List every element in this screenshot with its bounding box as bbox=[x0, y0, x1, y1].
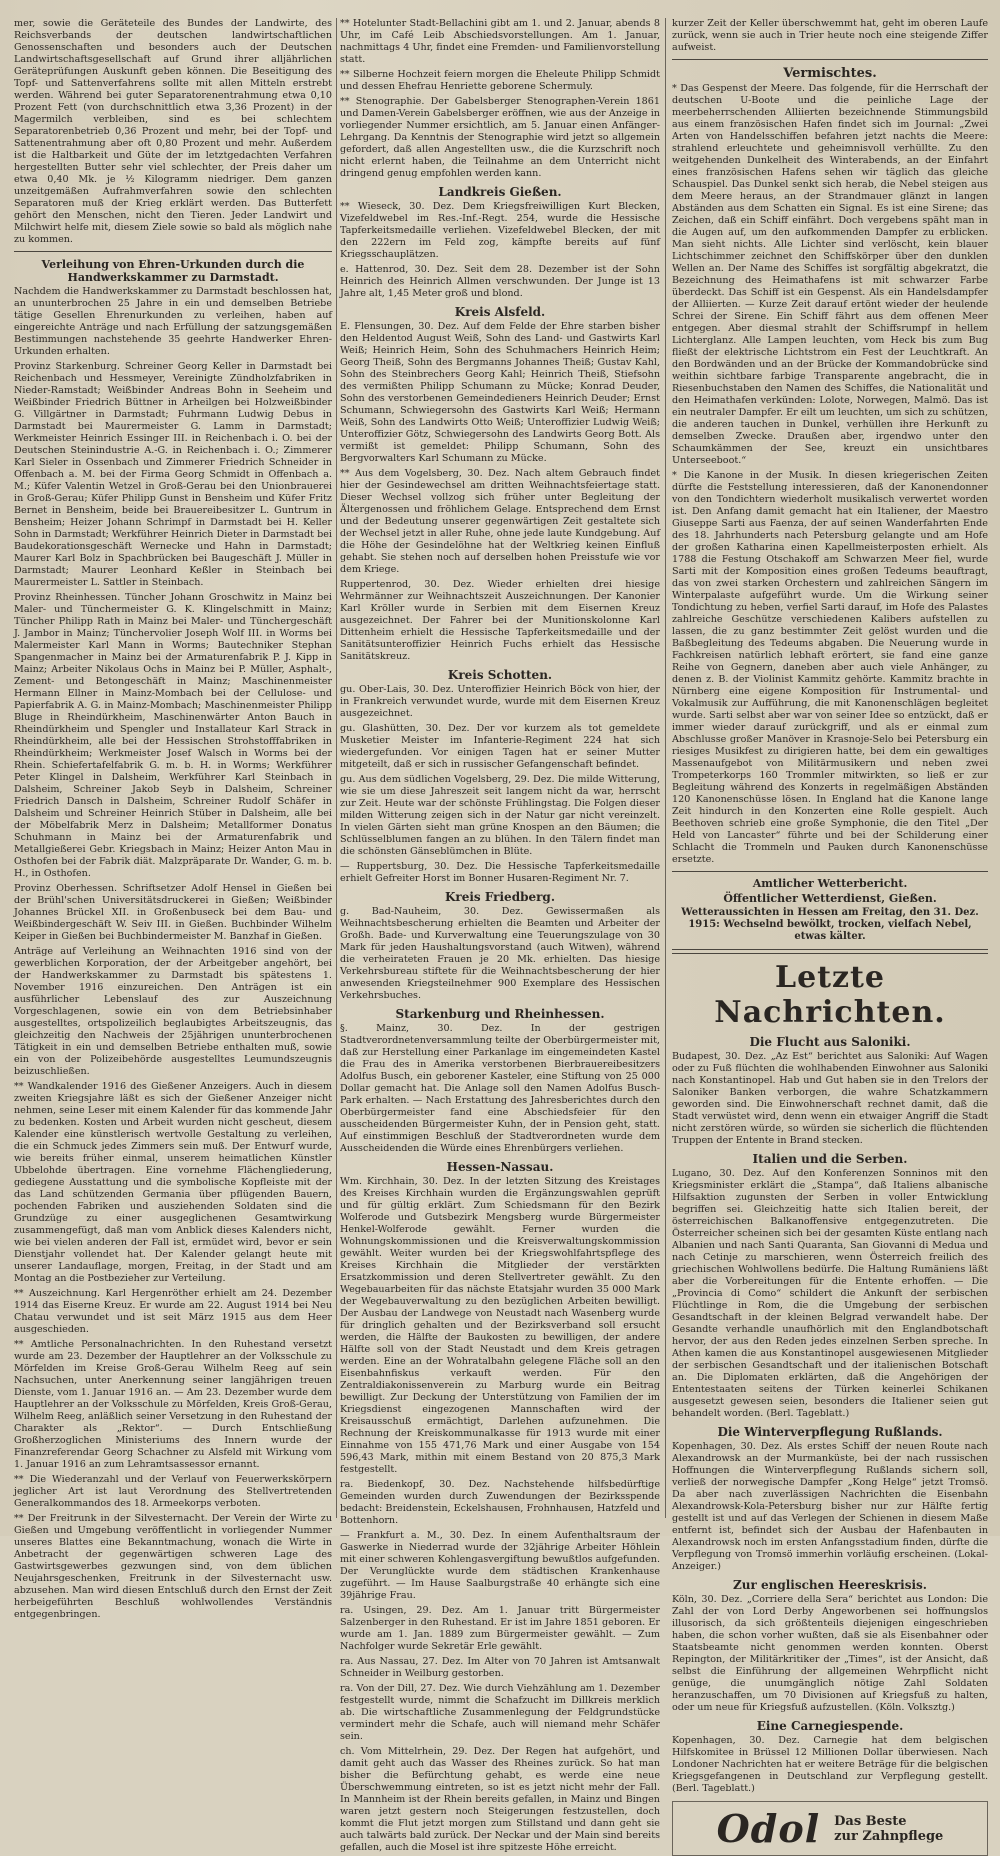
ad-slogan-line: zur Zahnpflege bbox=[834, 1828, 944, 1844]
freitrunk-article: ** Der Freitrunk in der Silvesternacht. Der Verein der Wirte zu Gießen und Umgebung veröffentlicht in vorliegender Nummer unseres Blattes eine Bekanntmachung, wonach die Wirte in Anbetracht der gegenwärtigen schweren Lage des Gastwirtsgewerbes gezwungen sind, von dem üblichen Neujahrsgeschenken, Freitrunk in der Silvesternacht usw. abzusehen. Man wird diesen Entschluß durch den Ernst der Zeit herbeigeführten Beschluß wohlwollendes Verständnis entgegenbringen. bbox=[14, 1513, 332, 1620]
news-item: — Frankfurt a. M., 30. Dez. In einem Aufenthaltsraum der Gaswerke in Niederrad wurde der 32jährige Arbeiter Höhlein mit einer schweren Kohlengasvergiftung bewußtlos aufgefunden. Der Verunglückte wurde dem städtischen Krankenhause zugeführt. — Im Hause Saalburgstraße 40 erhängte sich eine 39jährige Frau. bbox=[340, 1530, 660, 1601]
weather-subheading: Öffentlicher Wetterdienst, Gießen. bbox=[723, 892, 937, 905]
section-heading: Landkreis Gießen. bbox=[438, 185, 562, 199]
personal-article: ** Amtliche Personalnachrichten. In den Ruhestand versetzt wurde am 23. Dezember der Hauptlehrer an der Volksschule zu Mörfelden im Kreise Groß-Gerau Wilhelm Reeg auf sein Nachsuchen, unter Anerkennung seiner langjährigen treuen Dienste, vom 1. Januar 1916 an. — Am 23. Dezember wurde dem Hauptlehrer an der Volksschule zu Mörfelden, Kreis Groß-Gerau, Wilhelm Reeg, anläßlich seiner Versetzung in den Ruhestand der Charakter als „Rektor“. — Durch Entschließung Großherzoglichen Ministeriums des Innern wurde der Finanzreferendar Georg Schachner zu Alsfeld mit Wirkung vom 1. Januar 1916 an zum Lehramtsassessor ernannt. bbox=[14, 1339, 332, 1470]
wandkalender-article: ** Wandkalender 1916 des Gießener Anzeigers. Auch in diesem zweiten Kriegsjahre läßt es sich der Gießener Anzeiger nicht nehmen, seine Leser mit einem Kalender für das kommende Jahr zu bedenken. Kosten und Arbeit wurden nicht gescheut, diesem Kalender eine künstlerisch wertvolle Gestaltung zu verleihen, die ein Schmuck jedes Zimmers sein muß. Der Entwurf wurde, wie bereits früher einmal, unserem heimatlichen Künstler Ubbelohde übertragen. Eine vornehme Flächengliederung, gediegene Ausstattung und die symbolische Kopfleiste mit der das Land schützenden Germania über pflügenden Bauern, pochenden Fabriken und ausziehenden Soldaten sind die Grundzüge zu einer ausgeglichenen Gesamtwirkung zusammengefügt, daß man vom Anblick dieses Kalenders nicht, wie bei vielen anderen der Fall ist, ermüdet wird, bevor er sein Dienstjahr vollendet hat. Der Kalender gelangt heute mit unserer Landauflage, morgen, Freitag, in der Stadt und am Montag an die Postbezieher zur Verteilung. bbox=[14, 1081, 332, 1284]
news-item: ra. Aus Nassau, 27. Dez. Im Alter von 70 Jahren ist Amtsanwalt Schneider in Weilburg gestorben. bbox=[340, 1656, 660, 1679]
odol-logo: Odol bbox=[716, 1806, 821, 1851]
weather-heading: Amtlicher Wetterbericht. bbox=[752, 877, 908, 890]
divider bbox=[672, 59, 988, 60]
column-rule bbox=[336, 18, 337, 1518]
auszeichnung-article: ** Auszeichnung. Karl Hergenröther erhielt am 24. Dezember 1914 das Eiserne Kreuz. Er wurde am 22. August 1914 bei Neu Chatau verwundet und ist seit März 1915 aus dem Heer ausgeschieden. bbox=[14, 1288, 332, 1335]
divider bbox=[672, 871, 988, 872]
section-heading: Die Flucht aus Saloniki. bbox=[749, 1035, 911, 1049]
news-item: g. Bad-Nauheim, 30. Dez. Gewissermaßen als Weihnachtsbescherung erhielten die Beamten und Arbeiter der Großh. Bade- und Kurverwaltung eine Teuerungszulage von 30 Mark für jeden Haushaltungsvorstand (auch Witwen), während die verheirateten Frauen je 20 Mk. erhielten. Das hiesige Verkehrsbureau stiftete für die Weihnachtsbescherung der hier anwesenden Kriegsteilnehmer 900 Exemplare des Hessischen Verkehrsbuches. bbox=[340, 906, 660, 1001]
news-item: Kopenhagen, 30. Dez. Als erstes Schiff der neuen Route nach Alexandrowsk an der Murmanküste, bei der nach russischen Hoffnungen die Winterverpflegung Rußlands sichern soll, verließ der norwegische Dampfer „Kong Helge“ jetzt Tromsö. Da aber nach zuverlässigen Nachrichten die Eisenbahn Alexandrowsk-Kola-Petersburg bisher nur zur Hälfte fertig gestellt ist und auf das Verlegen der Schienen in diesem Maße entfernt ist, befindet sich der Ausbau der Hafenbauten in Alexandrowsk noch im ersten Anfangsstadium finden, dürfte die Verpflegung von Tromsö immerhin vorläufig erscheinen. (Lokal-Anzeiger.) bbox=[672, 1441, 988, 1572]
news-item: — Ruppertsburg, 30. Dez. Die Hessische Tapferkeitsmedaille erhielt Gefreiter Horst im Bonner Husaren-Regiment Nr. 7. bbox=[340, 861, 660, 884]
ehren-paragraph: Nachdem die Handwerkskammer zu Darmstadt beschlossen hat, an ununterbrochen 25 Jahre in ein und demselben Betriebe tätige Gesellen Ehrenurkunden zu verleihen, haben auf eingereichte Anträge und nach Erfüllung der satzungsgemäßen Bestimmungen nachstehende 35 geehrte Handwerker Ehren-Urkunden erhalten. bbox=[14, 286, 332, 357]
divider bbox=[14, 251, 332, 252]
news-item: Wm. Kirchhain, 30. Dez. In der letzten Sitzung des Kreistages des Kreises Kirchhain wurden die Ergänzungswahlen geprüft und für gültig erklärt. Zum Schiedsmann für den Bezirk Wolferode und Gutsbezirk Mengsberg wurde Bürgermeister Henkel-Wolferode gewählt. Ferner wurden die Wohnungskommissionen und die Kreisverwaltungskommission gewählt. Weiter wurden bei der Kriegswohlfahrtspflege des Kreises Kirchhain die Mitglieder der verstärkten Ersatzkommission und deren Stellvertreter gewählt. Zu den Wegebauarbeiten für das nächste Etatsjahr wurden 35 000 Mark der Wegebauverwaltung zu den bezüglichen Arbeiten bewilligt. Der Ausbau der Landwege von Neustadt nach Wasenberg wurde für dringlich gehalten und der Bezirksverband soll ersucht werden, die Hälfte der Baukosten zu bewilligen, der andere Hälfte soll von der Stadt Neustadt und dem Kreis getragen werden. Eine an der Wohratalbahn gelegene Fläche soll an den Eisenbahnfiskus verkauft werden. Für den Zentraldiakonissenverein zu Marburg wurde ein Beitrag bewilligt. Zur Deckung der Unterstützung von Familien der im Kriegsdienst eingezogenen Mannschaften wird der Kreisausschuß ermächtigt, Darlehen aufzunehmen. Die Rechnung der Kreiskommunalkasse für 1913 wurde mit einer Einnahme von 155 471,76 Mark und einer Ausgabe von 154 596,43 Mark, mithin mit einem Bestand von 20 875,3 Mark festgestellt. bbox=[340, 1176, 660, 1475]
news-item: E. Flensungen, 30. Dez. Auf dem Felde der Ehre starben bisher den Heldentod August Weiß, Sohn des Land- und Gastwirts Karl Weiß; Heinrich Heim, Sohn des Schuhmachers Heinrich Heim; Georg Theiß, Sohn des Bergmanns Johannes Theiß; Gustav Kahl, Sohn des Steinbrechers Georg Kahl; Heinrich Theiß, Stiefsohn des vermißten Philipp Schumann zu Mücke; Konrad Deuder, Sohn des verstorbenen Gemeindedieners Heinrich Deuder; Ernst Schumann, Schwiegersohn des Gastwirts Karl Weiß; Hermann Weiß, Sohn des Landwirts Otto Weiß; Unteroffizier Ludwig Weiß; Unteroffizier Götz, Schwiegersohn des Landwirts Georg Bott. Als vermißt ist gemeldet: Philipp Schumann, Sohn des Bergvorwalters Karl Schumann zu Mücke. bbox=[340, 321, 660, 464]
news-item: * Das Gespenst der Meere. Das folgende, für die Herrschaft der deutschen U-Boote und die peinliche Lage der meerbeherrschenden Alliierten bezeichnende Stimmungsbild aus einem französischen Hafen findet sich im Journal: „Zwei Arten von Handelsschiffen befahren jetzt nachts die Meere: strahlend erleuchtete und geheimnisvoll verhüllte. Zu den weitgehenden Dunkelheit des Winterabends, an der Einfahrt eines französischen Hafens sehen wir täglich das gleiche Schauspiel. Das Dunkel senkt sich herab, die Nebel steigen aus dem Meere heraus, an der Strandmauer glänzt in langen Abständen aus dem Schatten ein Signal. Es ist eine Sirene; das Zeichen, daß ein Schiff einfährt. Doch vergebens späht man in die Augen auf, um den aufkommenden Dampfer zu erblicken. Man sieht nichts. Alle Lichter sind verlöscht, kein blauer Lichtschimmer zeichnet den Schiffskörper über den dunklen Wellen an. Der Name des Schiffes ist sorgfältig abgekratzt, die Bezeichnung des Heimathafens ist mit schwarzer Farbe überdeckt. Das Schiff ist ein Gespenst. Als ein Handelsdampfer der Alliierten. — Kurze Zeit darauf ertönt wieder der heulende Schrei der Sirene. Ein Schiff fährt aus dem offenen Meer entgegen. Aber diesmal strahlt der Schiffsrumpf in hellem Lichterglanz. Alle Lampen leuchten, vom Heck bis zum Bug fließt der elektrische Lichtstrom ein Fest der Leuchtkraft. An den Bordwänden und an der Brücke der Kommandobrücke sind weithin sichtbare farbige Transparente angebracht, die in Riesenbuchstaben den Namen des Schiffes, die Nationalität und den Heimathafen verkünden: Lolote, Norwegen, Malmö. Das ist ein neutraler Dampfer. Er eilt um leuchten, um sich zu schützen, die anderen tauchen in Dunkel, verhüllen ihre Herkunft zu demselben Zwecke. Draußen aber, irgendwo unter den Schaumkämmen der See, kreuzt ein unsichtbares Unterseeboot.“ bbox=[672, 83, 988, 466]
news-item: ** Wieseck, 30. Dez. Dem Kriegsfreiwilligen Kurt Blecken, Vizefeldwebel im Res.-Inf.-Regt. 254, wurde die Hessische Tapferkeitsmedaille verliehen. Vizefeldwebel Blecken, der mit den 222ern im Feld zog, kämpfte bereits auf fünf Kriegsschauplätzen. bbox=[340, 201, 660, 260]
page-title: Letzte Nachrichten. bbox=[714, 960, 946, 1030]
news-item: ** Silberne Hochzeit feiern morgen die Eheleute Philipp Schmidt und dessen Ehefrau Henriette geborene Schermuly. bbox=[340, 69, 660, 92]
news-item: gu. Glashütten, 30. Dez. Der vor kurzem als tot gemeldete Musketier Meister im Infanterie-Regiment 224 hat sich wiedergefunden. Vor einigen Tagen hat er seiner Mutter mitgeteilt, daß er sich in russischer Gefangenschaft befindet. bbox=[340, 723, 660, 770]
news-item: §. Mainz, 30. Dez. In der gestrigen Stadtverordnetenversammlung teilte der Oberbürgermeister mit, daß zur Herstellung einer Parkanlage im eingemeindeten Kastel die Frau des in Amerika verstorbenen Bierbrauereibesitzers Adolfus Busch, ein geborener Kasteler, eine Stiftung von 25 000 Dollar gemacht hat. Die Anlage soll den Namen Adolfus Busch-Park erhalten. — Nach Erstattung des Jahresberichtes durch den Oberbürgermeister fand eine Abschiedsfeier für den ausscheidenden Bürgermeister Kuhn, der in Pension geht, statt. Auf einstimmigen Beschluß der Stadtverordneten wurde dem Ausscheidenden die Würde eines Ehrenbürgers verliehen. bbox=[340, 1023, 660, 1154]
section-heading: Die Winterverpflegung Rußlands. bbox=[717, 1425, 943, 1439]
news-item: ra. Von der Dill, 27. Dez. Wie durch Viehzählung am 1. Dezember festgestellt wurde, nimmt die Schafzucht im Dillkreis merklich ab. Die wirtschaftliche Zusammenlegung der Feldgrundstücke vermindert mehr die Schafe, auch will niemand mehr Schäfer sein. bbox=[340, 1683, 660, 1742]
section-heading: Starkenburg und Rheinhessen. bbox=[395, 1007, 605, 1021]
column-left bbox=[14, 18, 332, 1620]
section-heading: Zur englischen Heereskrisis. bbox=[733, 1578, 927, 1592]
news-item: Ruppertenrod, 30. Dez. Wieder erhielten drei hiesige Wehrmänner zur Weihnachtszeit Auszeichnungen. Der Kanonier Karl Kröller wurde in Serbien mit dem Eisernen Kreuz ausgezeichnet. Der Fahrer bei der Munitionskolonne Karl Dittenheim erhielt die Hessische Tapferkeitsmedaille und der Sanitätsunteroffizier Heinrich Fuchs erhielt das Hessische Sanitätskreuz. bbox=[340, 579, 660, 662]
section-heading: Eine Carnegiespende. bbox=[756, 1719, 904, 1733]
column-rule bbox=[665, 18, 666, 1518]
news-item: gu. Ober-Lais, 30. Dez. Unteroffizier Heinrich Böck von hier, der in Frankreich verwundet wurde, wurde mit dem Eisernen Kreuz ausgezeichnet. bbox=[340, 684, 660, 719]
section-heading: Vermischtes. bbox=[783, 66, 877, 81]
ad-slogan bbox=[834, 1814, 943, 1844]
divider bbox=[672, 949, 988, 954]
section-heading: Kreis Schotten. bbox=[447, 668, 553, 682]
ehren-paragraph: Provinz Oberhessen. Schriftsetzer Adolf Hensel in Gießen bei der Brühl'schen Universitätsdruckerei in Gießen; Weißbinder Johannes Brückel XII. in Großenbuseck bei dem Bau- und Weißbindergeschäft W. Seiv III. in Gießen. Buchbinder Wilhelm Keiper in Gießen bei Buchbindermeister M. Banzhaf in Gießen. bbox=[14, 883, 332, 942]
section-heading: Kreis Alsfeld. bbox=[454, 305, 546, 319]
ad-slogan-line: Das Beste bbox=[834, 1813, 907, 1829]
odol-advertisement bbox=[672, 1801, 988, 1856]
news-item: kurzer Zeit der Keller überschwemmt hat, geht im oberen Laufe zurück, wenn sie auch in Trier heute noch eine steigende Ziffer aufweist. bbox=[672, 18, 988, 53]
news-item: ra. Usingen, 29. Dez. Am 1. Januar tritt Bürgermeister Salzenberger in den Ruhestand. Er ist im Jahre 1851 geboren. Er wurde am 1. Jan. 1889 zum Bürgermeister gewählt. — Zum Nachfolger wurde Sekretär Erle gewählt. bbox=[340, 1605, 660, 1652]
news-item: ** Aus dem Vogelsberg, 30. Dez. Nach altem Gebrauch findet hier der Gesindewechsel am dritten Weihnachtsfeiertage statt. Dieser Wechsel vollzog sich früher unter Begleitung der Ältergenossen und fröhlichem Gelage. Entsprechend dem Ernst und der Bedeutung unserer gegenwärtigen Zeit gestaltete sich der Wechsel jetzt in aller Ruhe, ohne jede laute Kundgebung. Auf die Höhe der Gesindelöhne hat der Weltkrieg keinen Einfluß gehabt. Sie stehen noch auf derselben hohen Preisstufe wie vor dem Kriege. bbox=[340, 468, 660, 575]
news-item: ** Hotelunter Stadt-Bellachini gibt am 1. und 2. Januar, abends 8 Uhr, im Café Leib Abschiedsvorstellungen. Am 1. Januar, nachmittags 4 Uhr, findet eine Fremden- und Familienvorstellung statt. bbox=[340, 18, 660, 65]
weather-forecast: Wetteraussichten in Hessen am Freitag, den 31. Dez. 1915: Wechselnd bewölkt, trocken, vielfach Nebel, etwas kälter. bbox=[681, 907, 979, 942]
news-item: ra. Biedenkopf, 30. Dez. Nachstehende hilfsbedürftige Gemeinden wurden durch Zuwendungen der Bezirksspende bedacht: Breidenstein, Eckelshausen, Frohnhausen, Hatzfeld und Bottenhorn. bbox=[340, 1479, 660, 1526]
butter-article: mer, sowie die Geräteteile des Bundes der Landwirte, des Reichsverbands der deutschen landwirtschaftlichen Genossenschaften und besonders auch der Deutschen Landwirtschaftsgesellschaft auf Grund ihrer alljährlichen Geräteprüfungen Auskunft geben können. Die Beseitigung des Topf- und Sattenverfahrens sollte mit allen Mitteln erstrebt werden. Während bei guter Separatorenentrahmung etwa 0,10 Prozent Fett (von durchschnittlich etwa 3,36 Prozent) in der Magermilch verbleiben, sind es bei schlechtem Separatorenbetrieb 0,36 Prozent und mehr, bei der Topf- und Sattenentrahmung aber oft 0,80 Prozent und mehr. Außerdem ist die Haltbarkeit und Güte der im letztgedachten Verfahren hergestellten Butter sehr viel schlechter, der Preis daher um etwa 0,40 Mk. je ½ Kilogramm niedriger. Dem ganzen unzeitgemäßen Aufrahmverfahren sowie den schlechten Separatoren muß der Krieg erklärt werden. Das Butterfett gehört den Menschen, nicht den Tieren. Jeder Landwirt und Milchwirt helfe mit, diesem Ziele sowie so bald als möglich nahe zu kommen. bbox=[14, 18, 332, 245]
section-heading: Italien und die Serben. bbox=[752, 1152, 908, 1166]
news-item: Budapest, 30. Dez. „Az Est“ berichtet aus Saloniki: Auf Wagen oder zu Fuß flüchten die wohlhabenden Einwohner aus Saloniki nach Konstantinopel. Hab und Gut haben sie in den Trelors der Saloniker Banken verborgen, die wahre Schatzkammern geworden sind. Die Einwohnerschaft rechnet damit, daß die Stadt verwüstet wird, denn wenn ein etwaiger Angriff die Stadt nicht zerstören würde, so würden sie sicherlich die flüchtenden Truppen der Entente in Brand stecken. bbox=[672, 1051, 988, 1146]
section-heading: Hessen-Nassau. bbox=[446, 1160, 554, 1174]
news-item: e. Hattenrod, 30. Dez. Seit dem 28. Dezember ist der Sohn Heinrich des Heinrich Allmen verschwunden. Der Junge ist 13 Jahre alt, 1,45 Meter groß und blond. bbox=[340, 264, 660, 299]
ehren-paragraph: Provinz Rheinhessen. Tüncher Johann Groschwitz in Mainz bei Maler- und Tünchermeister G. K. Klingelschmitt in Mainz; Tüncher Philipp Rath in Mainz bei Maler- und Tünchergeschäft J. Jambor in Mainz; Tünchervolier Joseph Wolf III. in Worms bei Malermeister Karl Mann in Worms; Bautechniker Stephan Spangenmacher in Mainz bei der Armaturenfabrik P. J. Kipp in Mainz; Arbeiter Nikolaus Ochs in Mainz bei P. Müller, Asphalt-, Zement- und Betongeschäft in Mainz; Maschinenmeister Hermann Ellner in Mainz-Mombach bei der Cellulose- und Papierfabrik A. G. in Mainz-Mombach; Maschinenmeister Philipp Bluge in Rheindürkheim, Maschinenwärter Anton Bauch in Rheindürkheim und Spengler und Installateur Karl Strack in Rheindürkheim, alle bei der Hessischen Strohstofffabriken in Rheindürkheim; Werkmeister Josef Walsch in Worms bei der Rhein. Schiefertafelfabrik G. m. b. H. in Worms; Werkführer Peter Klingel in Dalsheim, Werkführer Karl Steinbach in Dalsheim, Schreiner Jakob Seyb in Dalsheim, Schreiner Friedrich Dansch in Dalsheim, Schreiner Rudolf Schäfer in Dalsheim und Schreiner Heinrich Stüber in Dalsheim, alle bei der Möbelfabrik Merz in Dalsheim; Metallformer Donatus Schuhmann in Mainz bei der Armaturenfabrik und Metallgießerei Gebr. Kriegsbach in Mainz; Heizer Anton Mau in Osthofen bei der Fabrik diät. Malzpräparate Dr. Wander, G. m. b. H., in Osthofen. bbox=[14, 592, 332, 879]
ehren-paragraph: Provinz Starkenburg. Schreiner Georg Keller in Darmstadt bei Reichenbach und Hessmeyer, Vereinigte Zündholzfabriken in Nieder-Ramstadt; Weißbinder Andreas Bohn in Seeheim und Weißbinder Friedrich Büttner in Arheilgen bei Holzweißbinder G. Villgärtner in Darmstadt; Fuhrmann Ludwig Debus in Darmstadt bei Maurermeister G. Lamm in Darmstadt; Werkmeister Heinrich Essinger III. in Reichenbach i. O. bei der Deutschen Steinindustrie A.-G. in Reichenbach i. O.; Zimmerer Karl Sieler in Ossenbach und Zimmerer Friedrich Schneider in Offenbach a. M. bei der Firma Georg Schmidt in Offenbach a. M.; Küfer Valentin Wetzel in Groß-Gerau bei den Unionbrauerei in Groß-Gerau; Küfer Philipp Gunst in Bensheim und Küfer Fritz Bernet in Bensheim, beide bei Brauereibesitzer L. Guntrum in Bensheim; Heizer Johann Schrimpf in Darmstadt bei H. Keller Sohn in Darmstadt; Werkführer Heinrich Dieter in Darmstadt bei Baudekorationsgeschäft Wernecke und Hahn in Darmstadt; Maurer Karl Bolz in Spachbrücken bei Baugeschäft J. Müller in Darmstadt; Maurer Leonhard Keßler in Steinbach bei Maurermeister L. Sattler in Steinbach. bbox=[14, 361, 332, 588]
ehren-headline: Verleihung von Ehren-Urkunden durch die Handwerkskammer zu Darmstadt. bbox=[41, 258, 305, 284]
news-item: Kopenhagen, 30. Dez. Carnegie hat dem belgischen Hilfskomitee in Brüssel 12 Millionen Dollar überwiesen. Nach Londoner Nachrichten hat er weitere Beträge für die belgischen Kriegsgefangenen in Deutschland zur Verpflegung gestellt. (Berl. Tageblatt.) bbox=[672, 1735, 988, 1794]
ehren-paragraph: Anträge auf Verleihung an Weihnachten 1916 sind von der gewerblichen Korporation, der der Arbeitgeber angehört, bei der Handwerkskammer zu Darmstadt bis spätestens 1. November 1916 einzureichen. Den Anträgen ist ein ausführlicher Lebenslauf des zur Auszeichnung Vorgeschlagenen, sowie ein von dem Betriebsinhaber ausgestelltes, ortspolizeilich beglaubigtes Arbeitszeugnis, das gleichzeitig den Nachweis der 25jährigen ununterbrochenen Tätigkeit in ein und demselben Betriebe enthalten muß, sowie ein von der Polizeibehörde ausgestelltes Leumundszeugnis beizuschließen. bbox=[14, 946, 332, 1077]
feuerwerk-article: ** Die Wiederanzahl und der Verlauf von Feuerwerkskörpern jeglicher Art ist laut Verordnung des Stellvertretenden Generalkommandos des 18. Armeekorps verboten. bbox=[14, 1474, 332, 1509]
news-item: * Die Kanone in der Musik. In diesen kriegerischen Zeiten dürfte die Feststellung interessieren, daß der Kanonendonner von den Tondichtern wiederholt musikalisch verwertet worden ist. Den Anfang damit gemacht hat ein Italiener, der Maestro Giuseppe Sarti aus Faenza, der auf seinen Wanderfahrten Ende des 18. Jahrhunderts nach Petersburg gelangte und am Hofe der großen Katharina einen Kapellmeisterposten erhielt. Als 1788 die Festung Otschakoff am Schwarzen Meer fiel, wurde Sarti mit der Komposition eines großen Tedeums beauftragt, das von zwei starken Orchestern und zahlreichen Sängern im Winterpalaste aufgeführt wurde. Um die Wirkung seiner Tondichtung zu heben, verfiel Sarti darauf, im Hofe des Palastes zahlreiche Geschütze verschiedenen Kalibers aufstellen zu lassen, die zu ganz bestimmter Zeit gelöst wurden und die Baßbegleitung des Tedeums abgaben. Die Neuerung wurde in Fachkreisen natürlich lebhaft erörtert, sie fand eine ganze Reihe von Gegnern, daneben aber auch viele Anhänger, zu denen z. B. der Violinist Kammitz gehörte. Kammitz brachte in Nürnberg eine eigene Komposition für Instrumental- und Vokalmusik zur Aufführung, die mit Kanonenschlägen begleitet wurde. Sarti selbst aber war von seiner Idee so entzückt, daß er immer wieder darauf zurückgriff, und als er einmal zum Abschlusse großer Manöver in Krasnoje-Selo bei Petersburg ein riesiges Musikfest zu dirigieren hatte, bei dem ein gewaltiges Massenaufgebot von Militärmusikern und neben zwei Trompeterkorps 160 Trommler mitwirkten, so ließ er zur Begleitung während des Konzerts in regelmäßigen Abständen 120 Kanonenschüsse lösen. In England hat die Kanone lange Zeit hindurch in den Konzerten eine Rolle gespielt. Auch Beethoven schrieb eine große Symphonie, die den Titel „Der Held von Lancaster“ führte und bei der Schilderung einer Schlacht die Trommeln und Pauken durch Kanonenschüsse ersetzte. bbox=[672, 470, 988, 865]
news-item: gu. Aus dem südlichen Vogelsberg, 29. Dez. Die milde Witterung, wie sie um diese Jahreszeit seit langem nicht da war, herrscht zur Zeit. Heute war der schönste Frühlingstag. Die Folgen dieser milden Witterung zeigen sich in der Natur gar nicht vereinzelt. In vielen Gärten sieht man grüne Knospen an den Bäumen; die Schlüsselblumen fangen an zu blühen. In den Tälern findet man die schönsten Gänseblümchen in Blüte. bbox=[340, 774, 660, 857]
section-heading: Kreis Friedberg. bbox=[444, 890, 555, 904]
news-item: Lugano, 30. Dez. Auf den Konferenzen Sonninos mit den Kriegsminister erklärt die „Stampa“, daß Italiens albanische Hilfsaktion zugunsten der Serben in voller Entwicklung begriffen sei. Gleichzeitig hatte sich Italien bereit, der österreichischen Balkanoffensive entgegenzutreten. Die Österreicher scheinen sich bei der gesamten Küste entlang nach Albanien und nach Santi Quaranta, San Giovanni di Medua und nach Cetinje zu marschieren, wenn Österreich freilich des griechischen Wohlwollens bedürfe. Die Haltung Rumäniens läßt aber die Vorbereitungen für die Entente erhoffen. — Die „Provincia di Como“ schildert die Ankunft der serbischen Flüchtlinge in Rom, die die Umgebung der serbischen Gesandtschaft in der kleinen Belgrad verwandelt habe. Der Gesandte verhandle unaufhörlich mit den Englandbotschaft hervor, der aus den Reden jedes einzelnen Serben spreche. In Athen kamen die aus Konstantinopel ausgewiesenen Mitglieder der serbischen Gesandtschaft und der italienischen Botschaft an. Die Diplomaten erklärten, daß die Angehörigen der Ententestaaten seitens der Türken keinerlei Schikanen ausgesetzt gewesen seien, besonders die Italiener seien gut behandelt worden. (Berl. Tageblatt.) bbox=[672, 1168, 988, 1419]
news-item: ch. Vom Mittelrhein, 29. Dez. Der Regen hat aufgehört, und damit geht auch das Wasser des Rheines zurück. So hat man bisher die Befürchtung gehabt, es werde eine neue Überschwemmung eintreten, so ist es jetzt nicht mehr der Fall. In Mannheim ist der Rhein bereits gefallen, in Mainz und Bingen waren jetzt gestern noch Steigerungen festzustellen, doch kommt die Flut jetzt morgen zum Stillstand und dann geht sie auch talwärts bald zurück. Der Neckar und der Main sind bereits gefallen, auch die Mosel ist ihre spitzeste Höhe erreicht. bbox=[340, 1746, 660, 1853]
column-right bbox=[672, 18, 988, 1851]
column-middle bbox=[340, 18, 660, 1853]
news-item: ** Stenographie. Der Gabelsberger Stenographen-Verein 1861 und Damen-Verein Gabelsberger eröffnen, wie aus der Anzeige in vorliegender Nummer ersichtlich, am 5. Januar einen Anfänger-Lehrgang. Da Kenntnis der Stenographie wird jetzt so allgemein gefordert, daß allen Angestellten usw., die die Kurzschrift noch nicht erlernt haben, die Teilnahme an dem Unterricht nicht dringend genug empfohlen werden kann. bbox=[340, 96, 660, 179]
news-item: Köln, 30. Dez. „Corriere della Sera“ berichtet aus London: Die Zahl der von Lord Derby Angeworbenen sei hoffnungslos illusorisch, da sich größtenteils diejenigen eingeschrieben haben, die schon vorher wußten, daß sie als Eisenbahner oder Staatsbeamte nicht genommen werden konnten. Oberst Repington, der Militärkritiker der „Times“, ist der Ansicht, daß selbst die Einführung der allgemeinen Wehrpflicht nicht genüge, die unumgänglich nötige Zahl Soldaten heranzuschaffen, um 70 Divisionen auf Kriegsfuß zu halten, oder um neue für Kriegsfuß aufzustellen. (Köln. Volksztg.) bbox=[672, 1594, 988, 1713]
